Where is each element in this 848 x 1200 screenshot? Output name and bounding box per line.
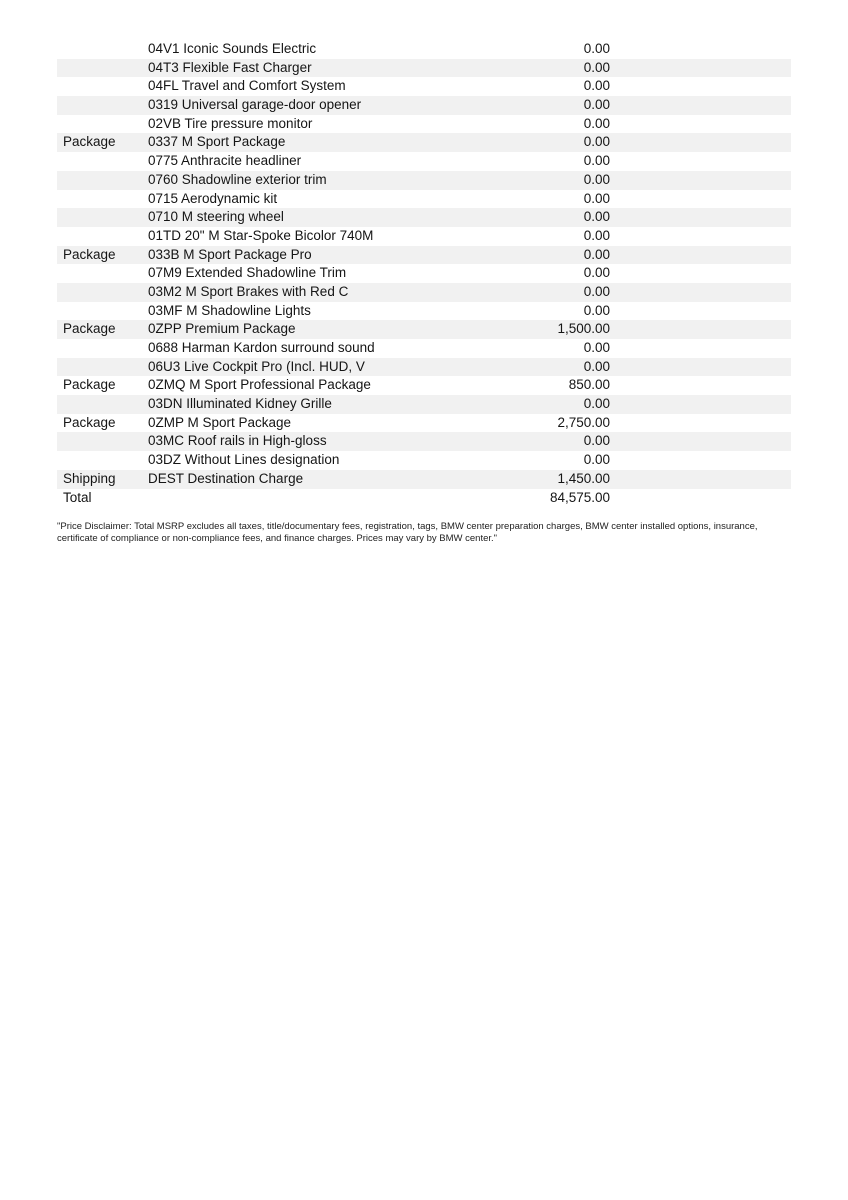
price-cell: 0.00: [583, 246, 610, 262]
price-cell: 850.00: [568, 377, 610, 393]
table-row: [57, 152, 791, 171]
price-cell: 0.00: [583, 134, 610, 150]
table-row: [57, 451, 791, 470]
description-cell: 03M2 M Sport Brakes with Red C: [148, 283, 349, 299]
price-cell: 1,450.00: [557, 470, 610, 486]
table-row: [57, 227, 791, 246]
table-row: [57, 395, 791, 414]
description-cell: DEST Destination Charge: [148, 470, 304, 486]
description-cell: 03DN Illuminated Kidney Grille: [148, 396, 332, 412]
table-row: [57, 264, 791, 283]
description-cell: 06U3 Live Cockpit Pro (Incl. HUD, V: [148, 358, 365, 374]
description-cell: 0ZMQ M Sport Professional Package: [148, 377, 371, 393]
vehicle-options-table: [57, 40, 791, 507]
description-cell: 03MC Roof rails in High-gloss: [148, 433, 327, 449]
price-cell: 0.00: [583, 227, 610, 243]
price-cell: 0.00: [583, 452, 610, 468]
description-cell: 0337 M Sport Package: [148, 134, 286, 150]
table-row: [57, 470, 791, 489]
table-row: [57, 432, 791, 451]
price-cell: 0.00: [583, 115, 610, 131]
description-cell: 0710 M steering wheel: [148, 209, 284, 225]
table-row: [57, 208, 791, 227]
price-cell: 0.00: [583, 41, 610, 56]
table-row: [57, 190, 791, 209]
price-cell: 0.00: [583, 358, 610, 374]
description-cell: 02VB Tire pressure monitor: [148, 115, 313, 131]
description-cell: 0688 Harman Kardon surround sound: [148, 340, 375, 355]
category-cell: Package: [63, 134, 116, 150]
category-cell: Package: [63, 321, 116, 337]
table-row: [57, 133, 791, 152]
price-cell: 84,575.00: [549, 489, 610, 505]
table-row: [57, 40, 791, 59]
price-cell: 0.00: [583, 190, 610, 206]
price-disclaimer: "Price Disclaimer: Total MSRP excludes all taxes, title/documentary fees, registration, tags, BMW center preparation charges, BMW center installed options, insurance, certificate of compliance or non-compliance fees, and finance charges. Prices may vary by BMW center.": [57, 521, 758, 544]
description-cell: 03DZ Without Lines designation: [148, 452, 340, 468]
description-cell: 0760 Shadowline exterior trim: [148, 171, 327, 187]
price-cell: 0.00: [583, 433, 610, 449]
price-cell: 0.00: [583, 59, 610, 75]
description-cell: 0ZMP M Sport Package: [148, 414, 292, 430]
category-cell: Package: [63, 377, 116, 393]
description-cell: 0775 Anthracite headliner: [148, 153, 302, 169]
table-row: [57, 339, 791, 358]
description-cell: 0715 Aerodynamic kit: [148, 190, 278, 206]
description-cell: 04FL Travel and Comfort System: [148, 78, 346, 94]
table-row: [57, 320, 791, 339]
price-cell: 0.00: [583, 396, 610, 412]
description-cell: 0ZPP Premium Package: [148, 321, 296, 337]
category-cell: Package: [63, 246, 116, 262]
table-row: [57, 358, 791, 377]
price-cell: 0.00: [583, 171, 610, 187]
price-cell: 2,750.00: [557, 414, 610, 430]
price-cell: 0.00: [583, 340, 610, 355]
table-row: [57, 414, 791, 433]
price-cell: 0.00: [583, 265, 610, 281]
table-row: [57, 115, 791, 134]
price-cell: 0.00: [583, 209, 610, 225]
table-row: [57, 171, 791, 190]
category-cell: Shipping: [63, 470, 116, 486]
description-cell: 01TD 20" M Star-Spoke Bicolor 740M: [148, 227, 374, 243]
table-row: [57, 302, 791, 321]
table-row: [57, 59, 791, 78]
price-cell: 0.00: [583, 302, 610, 318]
price-cell: 0.00: [583, 97, 610, 113]
category-cell: Package: [63, 414, 116, 430]
table-row: [57, 77, 791, 96]
price-cell: 0.00: [583, 78, 610, 94]
table-row: [57, 283, 791, 302]
table-row: [57, 246, 791, 265]
description-cell: 03MF M Shadowline Lights: [148, 302, 311, 318]
table-row: [57, 96, 791, 115]
category-cell: Total: [63, 489, 92, 505]
description-cell: 04T3 Flexible Fast Charger: [148, 59, 312, 75]
description-cell: 033B M Sport Package Pro: [148, 246, 312, 262]
description-cell: 0319 Universal garage-door opener: [148, 97, 362, 113]
description-cell: 07M9 Extended Shadowline Trim: [148, 265, 347, 281]
table-row: [57, 376, 791, 395]
table-row: [57, 489, 791, 508]
price-cell: 0.00: [583, 153, 610, 169]
price-cell: 0.00: [583, 283, 610, 299]
price-cell: 1,500.00: [557, 321, 610, 337]
description-cell: 04V1 Iconic Sounds Electric: [148, 41, 317, 56]
